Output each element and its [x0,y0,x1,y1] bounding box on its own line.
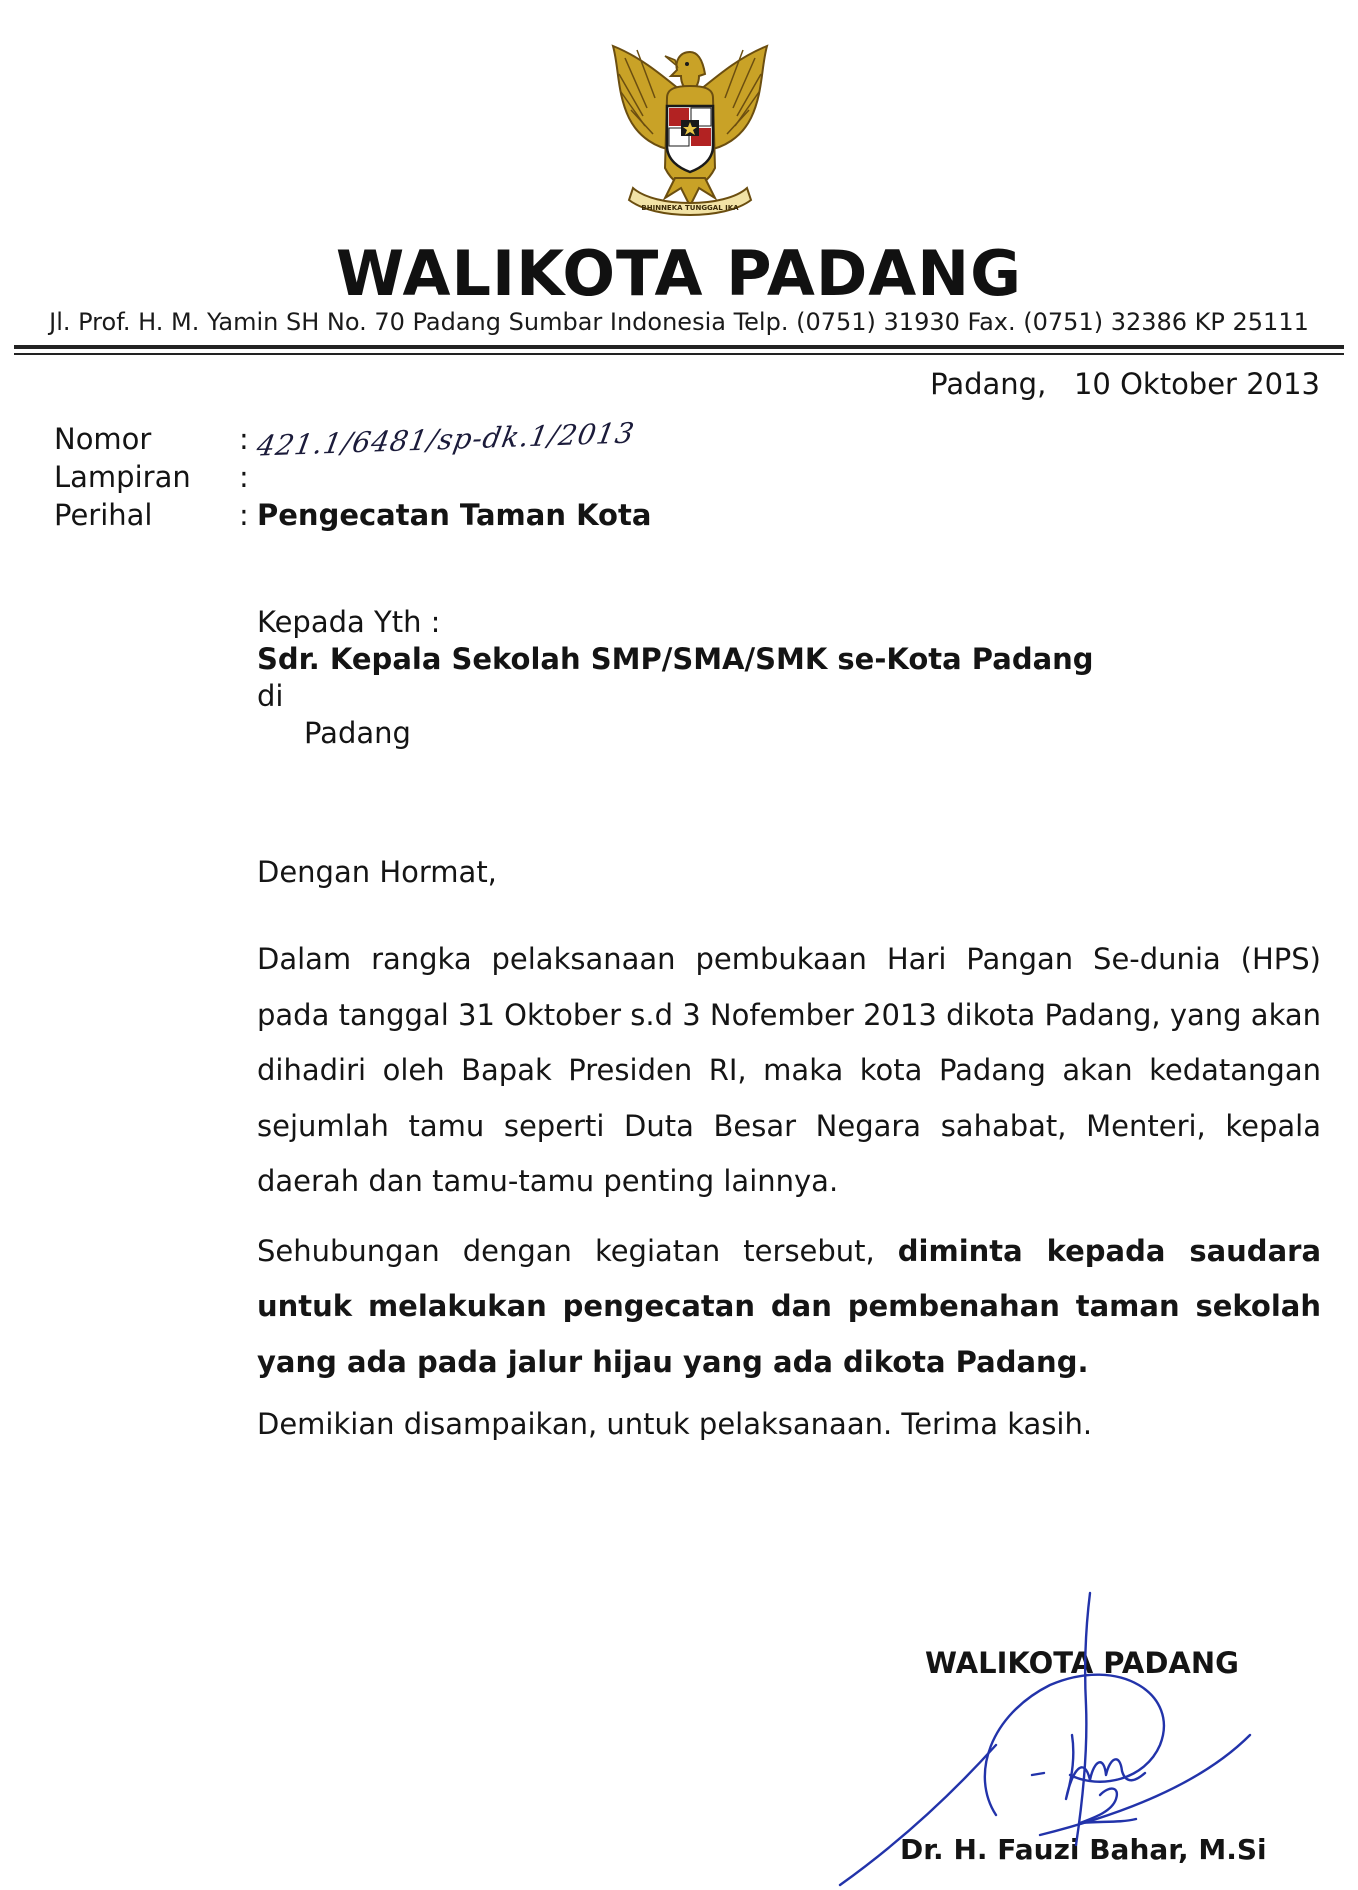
letter-body [257,852,1321,1444]
recipient-di: di [257,679,284,713]
nomor-colon: : [239,422,249,456]
handwritten-signature-icon [800,1585,1270,1890]
recipient-block [257,604,1094,752]
closing-sentence: Demikian disampaikan, untuk pelaksanaan. Terima kasih. [257,1407,1093,1441]
paragraph-2-request: diminta kepada saudara untuk melakukan pengecatan dan pembenahan taman sekolah yang ada pada jalur hijau yang ada dikota Padang. [257,1233,1322,1379]
recipient-city: Padang [304,716,411,750]
garuda-emblem-icon [595,38,785,223]
nomor-value [254,416,638,463]
perihal-colon: : [239,498,249,532]
signatory-name: Dr. H. Fauzi Bahar, M.Si [900,1833,1267,1866]
salutation: Dengan Hormat, [257,855,497,889]
recipient-name: Sdr. Kepala Sekolah SMP/SMA/SMK se-Kota Padang [257,642,1094,676]
signatory-title: WALIKOTA PADANG [925,1646,1239,1680]
recipient-greeting: Kepada Yth : [257,605,441,639]
perihal-value: Pengecatan Taman Kota [257,498,652,532]
nomor-handwritten: 421.1/6481/sp-dk.1/2013 [254,416,638,463]
letterhead-title: WALIKOTA PADANG [335,237,1023,310]
letterhead-address: Jl. Prof. H. M. Yamin SH No. 70 Padang Sumbar Indonesia Telp. (0751) 31930 Fax. (0751) 32386 KP 25111 [49,308,1309,336]
lampiran-label: Lampiran [54,460,191,494]
paragraph-2-intro: Sehubungan dengan kegiatan tersebut, [257,1233,875,1268]
lampiran-colon: : [239,460,249,494]
paragraph-2 [257,1224,1321,1391]
header-divider-thin [14,353,1344,355]
paragraph-1: Dalam rangka pelaksanaan pembukaan Hari Pangan Se-dunia (HPS) pada tanggal 31 Oktober s.d 3 Nofember 2013 dikota Padang, yang akan dihadiri oleh Bapak Presiden RI, maka kota Padang akan kedatangan sejumlah tamu seperti Duta Besar Negara sahabat, Menteri, kepala daerah dan tamu-tamu penting lainnya. [257,942,1321,1198]
perihal-label: Perihal [54,498,153,532]
header-divider-thick [14,345,1344,349]
emblem-motto: BHINNEKA TUNGGAL IKA [641,204,739,212]
place-date: Padang, 10 Oktober 2013 [930,367,1320,401]
nomor-label: Nomor [54,422,152,456]
